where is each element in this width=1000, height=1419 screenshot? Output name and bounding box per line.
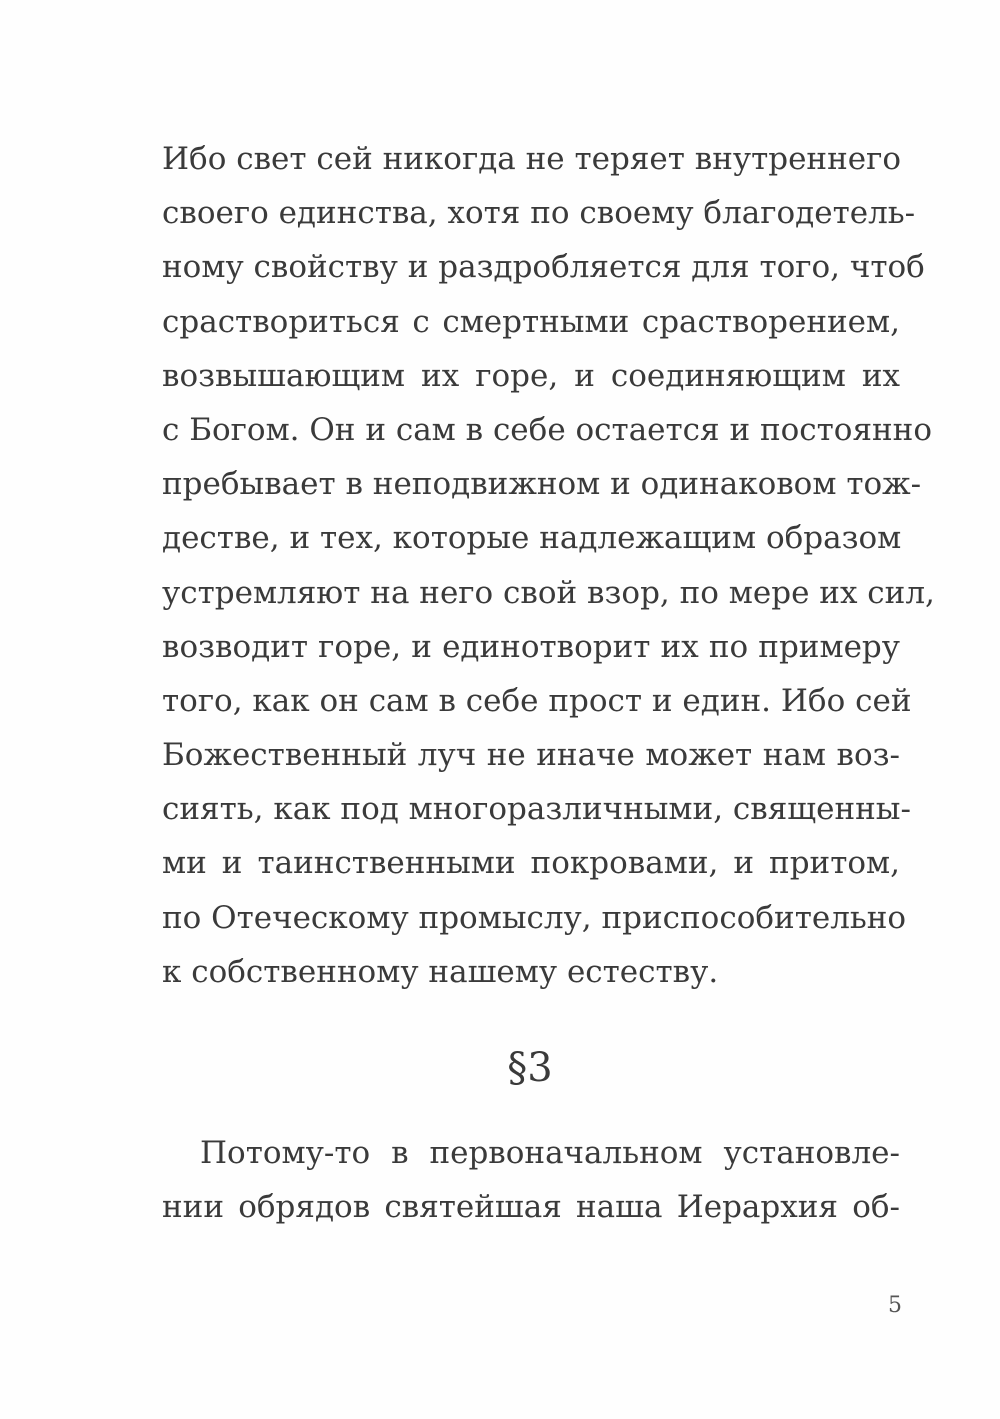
text-line: пребывает в неподвижном и одинаковом тож-	[162, 466, 922, 503]
text-line: возводит горе, и единотворит их по примеру	[162, 628, 900, 665]
page-number: 5	[888, 1293, 902, 1318]
text-line: к собственному нашему естеству.	[162, 953, 719, 990]
text-line: срастворитьcя с смертными срастворением,	[162, 303, 900, 340]
text-line: сиять, как под многоразличными, священны-	[162, 791, 911, 828]
text-line: ми и таинственными покровами, и притом,	[162, 845, 900, 882]
text-line: устремляют на него свой взор, по мере их сил,	[162, 574, 935, 611]
text-line: Божественный луч не иначе может нам воз-	[162, 737, 900, 774]
paragraph-2	[162, 1126, 900, 1234]
text-line: Потому-то в первоначальном установле-	[200, 1135, 900, 1171]
text-line: того, как он сам в себе прост и един. Ибо сей	[162, 682, 912, 719]
text-line: по Отеческому промыслу, приспособительно	[162, 899, 907, 936]
text-line: дестве, и тех, которые надлежащим образом	[162, 520, 902, 557]
text-line: Ибо свет сей никогда не теряет внутреннего	[162, 141, 902, 177]
text-line: своего единства, хотя по своему благодетель-	[162, 195, 916, 232]
paragraph-1	[162, 132, 935, 999]
text-line: возвышающим их горе, и соединяющим их	[162, 357, 900, 394]
text-line: с Богом. Он и сам в себе остается и постоянно	[162, 411, 933, 448]
text-line: нии обрядов святейшая наша Иерархия об-	[162, 1189, 900, 1226]
text-line: ному свойству и раздробляется для того, чтоб	[162, 249, 925, 286]
section-heading: §3	[507, 1045, 553, 1091]
